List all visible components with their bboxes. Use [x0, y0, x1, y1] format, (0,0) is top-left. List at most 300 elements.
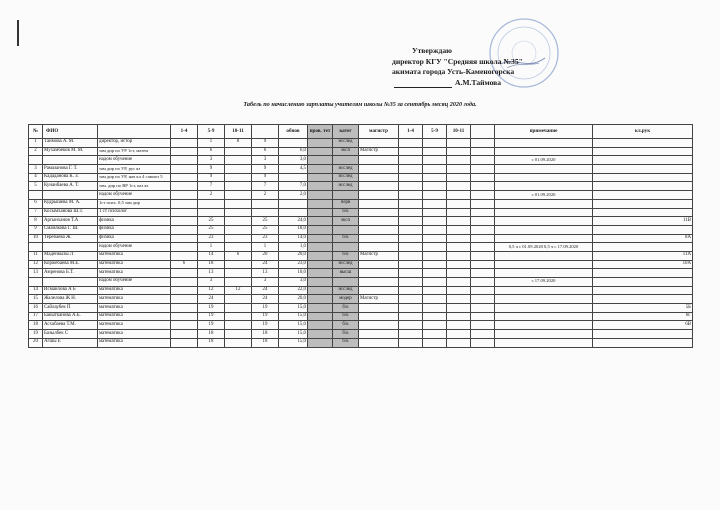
cell-hours-10-11: [225, 199, 252, 208]
cell-class-teacher: [593, 286, 693, 295]
cell-note: [495, 225, 593, 234]
cell-obnov-value: 14,0: [279, 234, 308, 243]
cell-row-num: 7: [29, 208, 43, 217]
cell-category: [333, 278, 359, 287]
cell-extra-blank: [471, 251, 495, 260]
header-b-1-4: 1-4: [399, 125, 423, 139]
cell-extra-5-9: [423, 286, 447, 295]
cell-prov-tet: [308, 191, 333, 200]
cell-magistr: [359, 208, 399, 217]
cell-category: [333, 191, 359, 200]
cell-row-num: 14: [29, 286, 43, 295]
cell-extra-1-4: [399, 269, 423, 278]
table-row: [29, 156, 693, 165]
cell-extra-blank: [471, 191, 495, 200]
cell-note: [495, 217, 593, 226]
table-row: [29, 295, 693, 304]
cell-hours-1-4: [171, 165, 198, 174]
cell-teacher-name: Косымханова Ш.Т.: [43, 208, 98, 217]
cell-obnov-value: 20,0: [279, 251, 308, 260]
cell-class-teacher: [593, 147, 693, 156]
cell-row-num: [29, 243, 43, 252]
cell-class-teacher: 11В: [593, 217, 693, 226]
cell-row-num: 18: [29, 321, 43, 330]
cell-prov-tet: [308, 217, 333, 226]
cell-position: математика: [98, 321, 171, 330]
cell-position: надом обучение: [98, 156, 171, 165]
cell-row-num: [29, 191, 43, 200]
cell-row-num: 10: [29, 234, 43, 243]
cell-hours-5-9: 19: [198, 321, 225, 330]
header-grades-5-9: 5-9: [198, 125, 225, 139]
cell-row-num: 1: [29, 139, 43, 148]
cell-extra-1-4: [399, 225, 423, 234]
cell-extra-blank: [471, 139, 495, 148]
cell-hours-10-11: [225, 338, 252, 347]
cell-extra-10-11: [447, 330, 471, 339]
cell-hours-1-4: [171, 338, 198, 347]
cell-position: математика: [98, 338, 171, 347]
cell-hours-total: 19: [252, 304, 279, 313]
cell-obnov-value: 7,0: [279, 182, 308, 191]
cell-extra-10-11: [447, 199, 471, 208]
approval-line-2: директор КГУ "Средняя школа №35": [392, 56, 523, 66]
cell-hours-total: 19: [252, 312, 279, 321]
cell-magistr: [359, 278, 399, 287]
cell-extra-10-11: [447, 312, 471, 321]
cell-prov-tet: [308, 286, 333, 295]
cell-obnov-value: 23,0: [279, 260, 308, 269]
cell-extra-blank: [471, 182, 495, 191]
cell-teacher-name: [43, 191, 98, 200]
cell-category: б/к: [333, 208, 359, 217]
cell-prov-tet: [308, 156, 333, 165]
cell-hours-1-4: [171, 234, 198, 243]
cell-hours-total: 19: [252, 321, 279, 330]
cell-extra-1-4: [399, 321, 423, 330]
cell-hours-5-9: 6: [198, 147, 225, 156]
header-blank: [471, 125, 495, 139]
table-row: [29, 191, 693, 200]
cell-prov-tet: [308, 295, 333, 304]
cell-hours-1-4: [171, 217, 198, 226]
cell-extra-1-4: [399, 165, 423, 174]
cell-hours-1-4: [171, 156, 198, 165]
table-row: [29, 321, 693, 330]
table-row: [29, 251, 693, 260]
cell-extra-10-11: [447, 156, 471, 165]
document-title: Табель по начислению зарплаты учителям школы №35 за сентябрь месяц 2020 года.: [243, 101, 477, 108]
cell-extra-blank: [471, 217, 495, 226]
cell-magistr: [359, 199, 399, 208]
cell-row-num: 13: [29, 269, 43, 278]
cell-hours-1-4: [171, 251, 198, 260]
cell-prov-tet: [308, 304, 333, 313]
cell-extra-10-11: [447, 234, 471, 243]
cell-hours-10-11: [225, 278, 252, 287]
cell-note: [495, 165, 593, 174]
cell-extra-5-9: [423, 295, 447, 304]
cell-obnov-value: 3,0: [279, 156, 308, 165]
cell-hours-5-9: 9: [198, 165, 225, 174]
cell-extra-5-9: [423, 139, 447, 148]
cell-row-num: 15: [29, 295, 43, 304]
cell-hours-1-4: [171, 295, 198, 304]
cell-row-num: 3: [29, 165, 43, 174]
cell-class-teacher: [593, 338, 693, 347]
cell-row-num: 4: [29, 173, 43, 182]
cell-extra-10-11: [447, 182, 471, 191]
cell-obnov-value: 1,0: [279, 243, 308, 252]
cell-magistr: [359, 139, 399, 148]
table-row: [29, 304, 693, 313]
cell-extra-1-4: [399, 234, 423, 243]
cell-extra-5-9: [423, 338, 447, 347]
cell-obnov-value: 18,0: [279, 225, 308, 234]
cell-magistr: [359, 191, 399, 200]
cell-teacher-name: Жалелова Ж Н.: [43, 295, 98, 304]
table-row: [29, 234, 693, 243]
cell-hours-10-11: 6: [225, 251, 252, 260]
cell-teacher-name: [43, 156, 98, 165]
cell-position: зам дир по УР 1ст, матем: [98, 147, 171, 156]
cell-hours-5-9: 7: [198, 182, 225, 191]
cell-magistr: [359, 225, 399, 234]
cell-hours-5-9: 1: [198, 243, 225, 252]
cell-hours-10-11: [225, 165, 252, 174]
cell-extra-blank: [471, 295, 495, 304]
cell-category: б/к: [333, 321, 359, 330]
cell-hours-1-4: [171, 147, 198, 156]
header-b-10-11: 10-11: [447, 125, 471, 139]
cell-extra-1-4: [399, 139, 423, 148]
cell-extra-10-11: [447, 338, 471, 347]
cell-hours-1-4: [171, 173, 198, 182]
cell-extra-5-9: [423, 217, 447, 226]
cell-obnov-value: [279, 208, 308, 217]
cell-extra-blank: [471, 278, 495, 287]
cell-note: с 17.09.2020: [495, 278, 593, 287]
cell-obnov-value: 15,0: [279, 338, 308, 347]
cell-extra-10-11: [447, 260, 471, 269]
cell-extra-5-9: [423, 208, 447, 217]
cell-extra-10-11: [447, 304, 471, 313]
cell-position: директор, истор: [98, 139, 171, 148]
cell-extra-blank: [471, 286, 495, 295]
cell-position: зам. дир по ВР 1ст, каз яз: [98, 182, 171, 191]
cell-extra-1-4: [399, 156, 423, 165]
cell-teacher-name: Амренова Б.Т.: [43, 269, 98, 278]
cell-note: [495, 182, 593, 191]
cell-extra-blank: [471, 225, 495, 234]
cell-prov-tet: [308, 251, 333, 260]
cell-extra-blank: [471, 208, 495, 217]
cell-extra-blank: [471, 243, 495, 252]
cell-extra-1-4: [399, 312, 423, 321]
cell-extra-blank: [471, 156, 495, 165]
cell-hours-5-9: 3: [198, 278, 225, 287]
cell-hours-5-9: 1: [198, 139, 225, 148]
cell-row-num: 19: [29, 330, 43, 339]
cell-position: математика: [98, 269, 171, 278]
cell-hours-5-9: [198, 208, 225, 217]
cell-hours-1-4: [171, 286, 198, 295]
cell-note: [495, 139, 593, 148]
table-row: [29, 286, 693, 295]
cell-teacher-name: Коржебаева М.Е.: [43, 260, 98, 269]
cell-note: [495, 330, 593, 339]
cell-hours-1-4: [171, 182, 198, 191]
cell-position: надом обучение: [98, 191, 171, 200]
cell-prov-tet: [308, 173, 333, 182]
cell-extra-1-4: [399, 251, 423, 260]
cell-extra-1-4: [399, 295, 423, 304]
cell-teacher-name: Базылбек С: [43, 330, 98, 339]
cell-row-num: 11: [29, 251, 43, 260]
cell-hours-5-9: 18: [198, 330, 225, 339]
cell-prov-tet: [308, 260, 333, 269]
cell-hours-5-9: [198, 199, 225, 208]
table-row: [29, 243, 693, 252]
cell-obnov-value: 15,0: [279, 304, 308, 313]
cell-hours-10-11: [225, 173, 252, 182]
cell-teacher-name: Кунанбаева А. Т.: [43, 182, 98, 191]
cell-position: математика: [98, 295, 171, 304]
cell-extra-5-9: [423, 173, 447, 182]
cell-position: зам дир по УР, нач кл 4 сампоз 5: [98, 173, 171, 182]
cell-class-teacher: 11А: [593, 251, 693, 260]
cell-teacher-name: Бакытканова А.Б.: [43, 312, 98, 321]
cell-hours-1-4: [171, 243, 198, 252]
cell-extra-5-9: [423, 147, 447, 156]
cell-row-num: 2: [29, 147, 43, 156]
cell-hours-1-4: [171, 330, 198, 339]
cell-extra-1-4: [399, 173, 423, 182]
cell-class-teacher: 5Б: [593, 304, 693, 313]
table-row: [29, 139, 693, 148]
cell-hours-total: [252, 208, 279, 217]
cell-obnov-value: 22,0: [279, 286, 308, 295]
cell-hours-5-9: 18: [198, 338, 225, 347]
cell-hours-1-4: 6: [171, 260, 198, 269]
cell-extra-blank: [471, 321, 495, 330]
cell-extra-10-11: [447, 278, 471, 287]
cell-class-teacher: [593, 208, 693, 217]
cell-extra-1-4: [399, 286, 423, 295]
cell-category: б/к: [333, 338, 359, 347]
approval-line-1: Утверждаю: [412, 46, 452, 55]
cell-hours-total: 9: [252, 165, 279, 174]
table-row: [29, 269, 693, 278]
cell-class-teacher: [593, 139, 693, 148]
header-kateg: катег: [333, 125, 359, 139]
cell-extra-1-4: [399, 304, 423, 313]
cell-teacher-name: Исмаилова А Б: [43, 286, 98, 295]
cell-hours-total: 18: [252, 330, 279, 339]
table-row: [29, 338, 693, 347]
cell-obnov-value: 24,0: [279, 217, 308, 226]
cell-hours-total: 13: [252, 269, 279, 278]
salary-table: [28, 124, 693, 348]
header-note: примечание: [495, 125, 593, 139]
cell-hours-5-9: 12: [198, 286, 225, 295]
cell-position: математика: [98, 304, 171, 313]
cell-hours-5-9: 3: [198, 156, 225, 165]
cell-magistr: [359, 330, 399, 339]
cell-magistr: [359, 173, 399, 182]
approval-signatory: А.М.Таймова: [455, 77, 502, 87]
cell-hours-total: 23: [252, 234, 279, 243]
cell-extra-10-11: [447, 147, 471, 156]
table-row: [29, 173, 693, 182]
approval-line-3: акимата города Усть-Каменогорска: [392, 67, 515, 77]
cell-magistr: [359, 312, 399, 321]
cell-category: [333, 225, 359, 234]
cell-position: надом обучение: [98, 243, 171, 252]
cell-row-num: 5: [29, 182, 43, 191]
cell-position: 1ст псих. 0,5 зам дир: [98, 199, 171, 208]
cell-hours-10-11: [225, 217, 252, 226]
cell-position: физика: [98, 234, 171, 243]
cell-hours-5-9: 25: [198, 217, 225, 226]
cell-class-teacher: 10А: [593, 260, 693, 269]
cell-obnov-value: 4,5: [279, 165, 308, 174]
cell-teacher-name: Кададанова К. З.: [43, 173, 98, 182]
cell-magistr: Магистр: [359, 251, 399, 260]
cell-category: модер: [333, 295, 359, 304]
cell-teacher-name: Таймова А. М.: [43, 139, 98, 148]
cell-hours-10-11: [225, 295, 252, 304]
cell-row-num: 12: [29, 260, 43, 269]
cell-row-num: [29, 278, 43, 287]
cell-note: [495, 269, 593, 278]
cell-hours-10-11: [225, 312, 252, 321]
cell-extra-10-11: [447, 208, 471, 217]
cell-hours-10-11: [225, 147, 252, 156]
cell-teacher-name: [43, 278, 98, 287]
table-row: [29, 182, 693, 191]
cell-teacher-name: Асхабаева Т.М.: [43, 321, 98, 330]
cell-extra-5-9: [423, 260, 447, 269]
header-num: №: [29, 125, 43, 139]
cell-hours-total: 9: [252, 173, 279, 182]
table-row: [29, 225, 693, 234]
cell-obnov-value: [279, 173, 308, 182]
cell-teacher-name: Мухамбеков М. М.: [43, 147, 98, 156]
cell-prov-tet: [308, 234, 333, 243]
cell-class-teacher: 6Г: [593, 312, 693, 321]
cell-note: [495, 312, 593, 321]
cell-category: б/к: [333, 330, 359, 339]
cell-teacher-name: Сайлаубек П: [43, 304, 98, 313]
cell-hours-total: 3: [252, 156, 279, 165]
header-total: [252, 125, 279, 139]
table-row: [29, 147, 693, 156]
cell-extra-10-11: [447, 269, 471, 278]
table-body: [29, 139, 693, 348]
cell-hours-1-4: [171, 139, 198, 148]
cell-note: [495, 295, 593, 304]
cell-magistr: Магистр: [359, 295, 399, 304]
cell-prov-tet: [308, 182, 333, 191]
cell-category: б/к: [333, 234, 359, 243]
cell-teacher-name: Смаилкова Г. Ш.: [43, 225, 98, 234]
cell-extra-5-9: [423, 321, 447, 330]
cell-hours-10-11: [225, 225, 252, 234]
cell-hours-total: 24: [252, 260, 279, 269]
cell-teacher-name: Теребаева Ж.: [43, 234, 98, 243]
cell-obnov-value: 3,0: [279, 278, 308, 287]
cell-position: математика: [98, 312, 171, 321]
header-obnov: обнов: [279, 125, 308, 139]
header-magistr: магистр: [359, 125, 399, 139]
cell-extra-5-9: [423, 304, 447, 313]
cell-extra-10-11: [447, 173, 471, 182]
cell-extra-5-9: [423, 243, 447, 252]
cell-obnov-value: 10,0: [279, 269, 308, 278]
cell-hours-5-9: 9: [198, 173, 225, 182]
cell-extra-10-11: [447, 286, 471, 295]
cell-position: надом обучение: [98, 278, 171, 287]
binder-hole-mark: [17, 20, 19, 46]
header-fio: ФИО: [43, 125, 98, 139]
cell-note: 0,5 ч с 01.09.2020 0,5 ч с 17.09.2020: [495, 243, 593, 252]
cell-hours-5-9: 23: [198, 234, 225, 243]
cell-note: [495, 286, 593, 295]
cell-category: б/к: [333, 251, 359, 260]
cell-hours-10-11: [225, 321, 252, 330]
cell-class-teacher: [593, 330, 693, 339]
cell-extra-10-11: [447, 217, 471, 226]
cell-hours-5-9: 13: [198, 269, 225, 278]
cell-extra-blank: [471, 173, 495, 182]
cell-class-teacher: [593, 269, 693, 278]
cell-hours-1-4: [171, 191, 198, 200]
header-b-5-9: 5-9: [423, 125, 447, 139]
cell-category: исслед: [333, 165, 359, 174]
cell-obnov-value: [279, 199, 308, 208]
table-row: [29, 330, 693, 339]
cell-magistr: [359, 269, 399, 278]
cell-prov-tet: [308, 330, 333, 339]
header-grades-1-4: 1-4: [171, 125, 198, 139]
cell-note: [495, 321, 593, 330]
cell-extra-10-11: [447, 243, 471, 252]
cell-row-num: 6: [29, 199, 43, 208]
cell-class-teacher: [593, 182, 693, 191]
cell-extra-blank: [471, 338, 495, 347]
cell-hours-total: 7: [252, 182, 279, 191]
cell-teacher-name: Аргынханов Т.А: [43, 217, 98, 226]
cell-prov-tet: [308, 208, 333, 217]
cell-hours-total: 1: [252, 243, 279, 252]
cell-obnov-value: 6,0: [279, 147, 308, 156]
cell-hours-1-4: [171, 278, 198, 287]
cell-magistr: [359, 234, 399, 243]
header-prov-tet: пров. тет: [308, 125, 333, 139]
cell-extra-5-9: [423, 269, 447, 278]
cell-hours-5-9: 19: [198, 312, 225, 321]
cell-class-teacher: [593, 295, 693, 304]
cell-prov-tet: [308, 278, 333, 287]
cell-prov-tet: [308, 225, 333, 234]
cell-note: с 01.09.2020: [495, 191, 593, 200]
cell-row-num: 9: [29, 225, 43, 234]
cell-category: [333, 156, 359, 165]
cell-extra-5-9: [423, 234, 447, 243]
cell-extra-5-9: [423, 199, 447, 208]
cell-prov-tet: [308, 312, 333, 321]
